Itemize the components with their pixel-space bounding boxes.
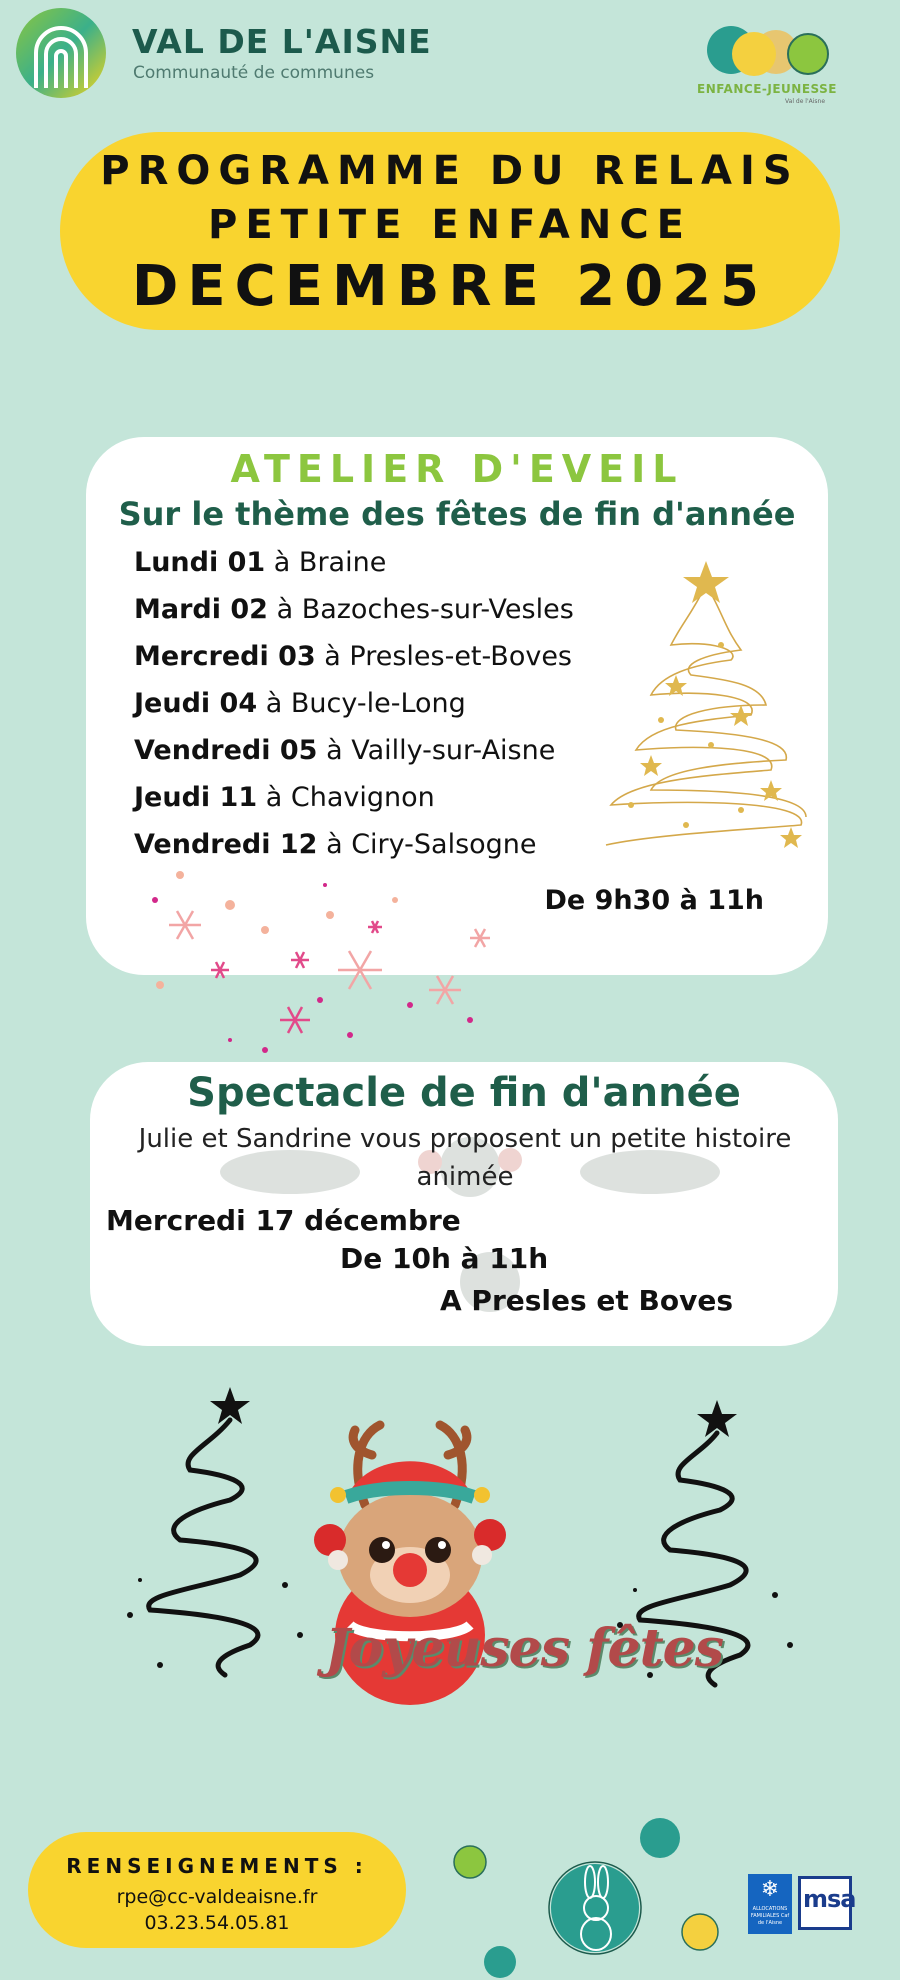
spectacle-description: Julie et Sandrine vous proposent un petite histoire animée bbox=[138, 1124, 792, 1192]
caf-logo-label: ALLOCATIONS FAMILIALES Caf de l'Aisne bbox=[750, 1906, 790, 1926]
greeting-text: Joyeuses fêtes bbox=[325, 1618, 723, 1679]
atelier-hours: De 9h30 à 11h bbox=[544, 885, 764, 916]
session-row bbox=[134, 539, 574, 586]
session-place: à Presles-et-Boves bbox=[324, 641, 573, 672]
enfance-jeunesse-label: ENFANCE-JEUNESSE bbox=[697, 82, 837, 96]
session-day: Mardi 02 bbox=[134, 594, 268, 625]
spectacle-card bbox=[90, 1062, 838, 1346]
spectacle-place: A Presles et Boves bbox=[440, 1284, 734, 1317]
title-banner bbox=[60, 132, 840, 330]
brand-subtitle: Communauté de communes bbox=[133, 63, 375, 83]
session-row bbox=[134, 586, 574, 633]
session-row bbox=[134, 774, 574, 821]
spectacle-date: Mercredi 17 décembre bbox=[106, 1204, 461, 1237]
session-day: Vendredi 12 bbox=[134, 829, 318, 860]
session-place: à Braine bbox=[273, 547, 387, 578]
session-day: Mercredi 03 bbox=[134, 641, 316, 672]
contact-email[interactable]: rpe@cc-valdeaisne.fr bbox=[116, 1886, 318, 1908]
rabbit-icon bbox=[440, 1812, 740, 1980]
spectacle-hours: De 10h à 11h bbox=[340, 1242, 549, 1275]
session-place: à Bucy-le-Long bbox=[265, 688, 466, 719]
msa-logo-icon bbox=[798, 1876, 856, 1930]
spectacle-title: Spectacle de fin d'année bbox=[187, 1070, 741, 1116]
session-place: à Ciry-Salsogne bbox=[326, 829, 537, 860]
session-day: Jeudi 04 bbox=[134, 688, 258, 719]
session-list bbox=[134, 539, 574, 868]
contact-heading: RENSEIGNEMENTS : bbox=[66, 1854, 368, 1878]
christmas-tree-icon bbox=[591, 555, 821, 855]
session-row bbox=[134, 633, 574, 680]
brand-title: VAL DE L'AISNE bbox=[132, 22, 432, 61]
banner-line-1: PROGRAMME DU RELAIS bbox=[100, 148, 800, 194]
caf-logo-icon: ❄ ALLOCATIONS FAMILIALES Caf de l'Aisne bbox=[748, 1874, 792, 1934]
christmas-tree-icon bbox=[149, 1420, 258, 1675]
atelier-subtitle: Sur le thème des fêtes de fin d'année bbox=[118, 495, 796, 533]
snowflake-icon bbox=[140, 860, 540, 1080]
session-place: à Chavignon bbox=[265, 782, 435, 813]
val-de-laisne-logo-icon bbox=[16, 8, 106, 98]
banner-line-2: PETITE ENFANCE bbox=[208, 202, 692, 248]
msa-logo-label: msa bbox=[803, 1885, 856, 1913]
session-row bbox=[134, 727, 574, 774]
session-day: Lundi 01 bbox=[134, 547, 266, 578]
session-day: Vendredi 05 bbox=[134, 735, 318, 766]
enfance-jeunesse-sublabel: Val de l'Aisne bbox=[785, 98, 826, 105]
banner-month: DECEMBRE 2025 bbox=[131, 254, 769, 319]
contact-phone[interactable]: 03.23.54.05.81 bbox=[144, 1912, 290, 1934]
contact-box bbox=[28, 1832, 406, 1948]
session-place: à Bazoches-sur-Vesles bbox=[276, 594, 574, 625]
session-place: à Vailly-sur-Aisne bbox=[326, 735, 556, 766]
session-day: Jeudi 11 bbox=[134, 782, 258, 813]
enfance-jeunesse-logo-icon bbox=[696, 20, 846, 110]
atelier-title: ATELIER D'EVEIL bbox=[230, 447, 684, 491]
session-row bbox=[134, 680, 574, 727]
